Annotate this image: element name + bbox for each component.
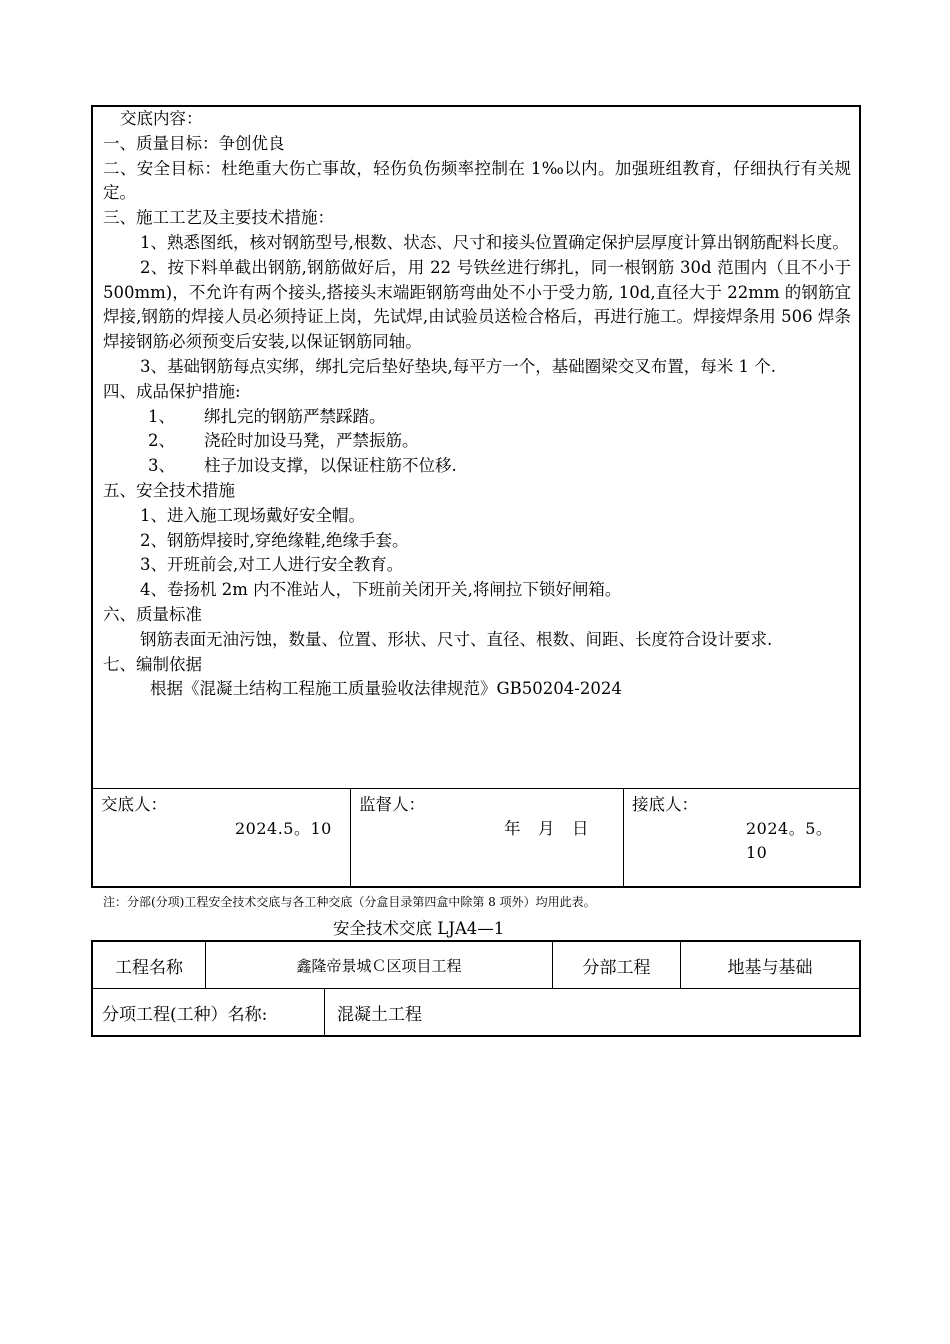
process-item-2: 2、按下料单截出钢筋,钢筋做好后，用 22 号铁丝进行绑扎，同一根钢筋 30d 范围内（且不小于 500mm)，不允许有两个接头,搭接头末端距钢筋弯曲处不小于受力筋, 10d,直径大于 22mm 的钢筋宜焊接,钢筋的焊接人员必须持证上岗，先试焊,由试验员送检合格后，再进行施工。焊接焊条用 506 焊条焊接钢筋必须预变后安装,以保证钢筋同轴。 [103,257,851,352]
protection-item-3-number: 3、 [148,456,175,476]
next-form-row-1 [93,942,859,989]
protection-item-1 [103,405,851,430]
discloser-cell [93,789,351,886]
basis-text: 根据《混凝土结构工程施工质量验收法律规范》GB50204-2024 [150,679,622,699]
protection-item-3 [103,454,851,479]
section-basis-heading: 七、编制依据 [103,654,202,674]
supervisor-date: 年 月 日 [504,819,589,838]
receiver-cell [624,789,859,886]
receiver-label: 接底人： [632,795,698,814]
section-process-heading: 三、施工工艺及主要技术措施： [103,208,334,228]
discloser-date: 2024.5。10 [235,819,332,838]
protection-item-2-number: 2、 [148,431,175,451]
supervisor-cell [351,789,624,886]
footnote: 注：分部(分项)工程安全技术交底与各工种交底（分盒目录第四盒中除第 8 项外）均用此表。 [103,895,596,909]
project-name-value: 鑫隆帝景城Ｃ区项目工程 [206,942,553,988]
protection-item-1-text: 绑扎完的钢筋严禁踩踏。 [204,406,386,426]
signature-row [93,789,859,886]
subitem-label: 分项工程(工种）名称: [93,989,325,1035]
disclosure-content [93,107,859,789]
protection-item-3-text: 柱子加设支撑，以保证柱筋不位移. [204,456,457,476]
process-item-3: 3、基础钢筋每点实绑，绑扎完后垫好垫块,每平方一个，基础圈梁交叉布置，每米 1 个. [140,356,776,376]
section-quality-goal: 一、质量目标：争创优良 [103,133,285,153]
division-value: 地基与基础 [727,957,813,978]
next-form-row-2 [93,989,859,1035]
subitem-value: 混凝土工程 [337,1004,422,1025]
process-item-1: 1、熟悉图纸，核对钢筋型号,根数、状态、尺寸和接头位置确定保护层厚度计算出钢筋配料长度。 [140,232,849,252]
section-protection-heading: 四、成品保护措施: [103,381,241,401]
protection-item-2 [103,429,851,454]
section-safety-measures-heading: 五、安全技术措施 [103,480,235,500]
discloser-label: 交底人： [101,795,167,814]
next-form-table [91,940,861,1037]
disclosure-table [91,105,861,888]
section-safety-goal: 二、安全目标：杜绝重大伤亡事故，轻伤负伤频率控制在 1‰以内。加强班组教育，仔细执行有关规定。 [103,158,851,203]
receiver-date: 2024。5。10 [746,819,833,862]
division-label: 分部工程 [553,942,681,988]
safety-item-2: 2、钢筋焊接时,穿绝缘鞋,绝缘手套。 [140,530,409,550]
safety-item-3: 3、开班前会,对工人进行安全教育。 [140,555,404,575]
next-form-title: 安全技术交底 LJA4—1 [333,919,505,938]
quality-standard-text: 钢筋表面无油污蚀，数量、位置、形状、尺寸、直径、根数、间距、长度符合设计要求. [140,629,773,649]
protection-item-2-text: 浇砼时加设马凳，严禁振筋。 [204,431,419,451]
protection-item-1-number: 1、 [148,406,175,426]
project-name-label: 工程名称 [93,942,206,988]
section-quality-standard-heading: 六、质量标准 [103,604,202,624]
content-heading: 交底内容： [120,109,203,128]
safety-item-4: 4、卷扬机 2m 内不准站人，下班前关闭开关,将闸拉下锁好闸箱。 [140,580,622,600]
supervisor-label: 监督人： [359,795,425,814]
safety-item-1: 1、进入施工现场戴好安全帽。 [140,505,365,525]
